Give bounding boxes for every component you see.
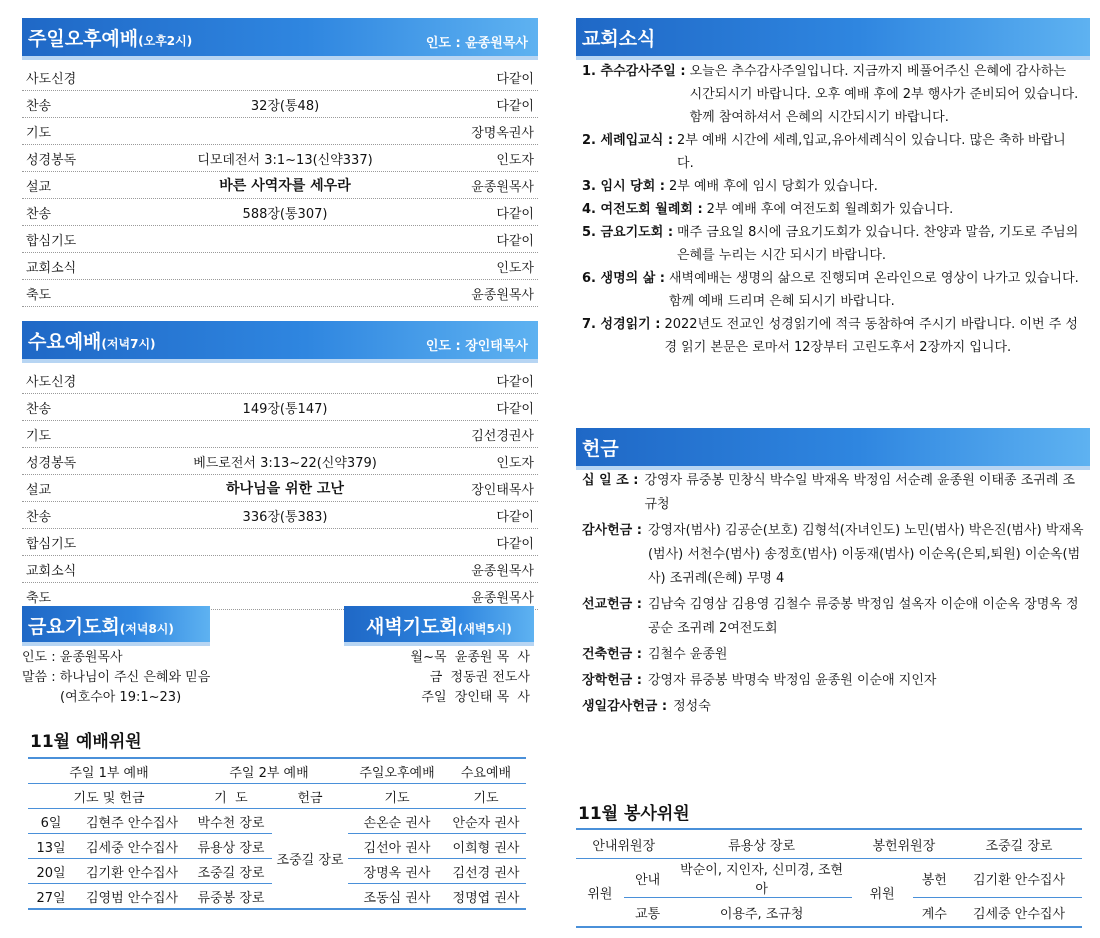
order-person: 다같이: [496, 71, 534, 87]
offering-list: [582, 469, 1086, 721]
news-text: 2부 예배 후에 임시 당회가 있습니다.: [669, 179, 878, 194]
duty-sub-header: 기 도: [190, 784, 272, 809]
duty-cell: 김현주 안수집사: [74, 809, 190, 834]
duty-col-2nd: 주일 2부 예배: [190, 758, 348, 784]
service-offer-head-name: 조중길 장로: [956, 829, 1082, 859]
duty-sub-header: 기도 및 헌금: [28, 784, 190, 809]
duty-cell: 김영범 안수집사: [74, 884, 190, 910]
duty-sub-header: 기도: [348, 784, 446, 809]
order-person: 다같이: [496, 233, 534, 249]
order-row: [22, 529, 538, 556]
order-person: 다같이: [496, 509, 534, 525]
order-item: 사도신경: [26, 374, 77, 390]
service-guide-label: 안내: [624, 859, 672, 898]
duty-sub-header: 기도: [446, 784, 526, 809]
service-guide-names: 박순이, 지인자, 신미경, 조현아: [672, 859, 852, 898]
service-offer-head-label: 봉헌위원장: [852, 829, 956, 859]
offering-text: 강영자 류중봉 박명숙 박정임 윤종원 이순애 지인자: [647, 673, 937, 688]
order-content: 디모데전서 3:1~13(신약337): [197, 152, 373, 168]
duty-title: 11월 예배위원: [30, 732, 142, 752]
duty-cell: 류용상 장로: [190, 834, 272, 859]
order-item: 찬송: [26, 98, 52, 114]
offering-item: [582, 695, 1086, 719]
header-underline: [22, 56, 538, 60]
order-row: [22, 226, 538, 253]
news-text: 매주 금요일 8시에 금요기도회가 있습니다. 찬양과 말씀, 기도로 주님의 은혜를 누리는 시간 되시기 바랍니다.: [677, 225, 1079, 263]
news-label: 6. 생명의 삶 :: [582, 271, 665, 286]
order-content: 588장(통307): [242, 206, 328, 222]
order-item: 합심기도: [26, 536, 77, 552]
order-item: 축도: [26, 287, 52, 303]
news-label: 2. 세례입교식 :: [582, 133, 674, 148]
offering-label: 감사헌금 :: [582, 523, 642, 538]
duty-cell: 이희형 권사: [446, 834, 526, 859]
order-person: 인도자: [496, 260, 534, 276]
order-person: 김선경권사: [471, 428, 534, 444]
order-item: 기도: [26, 428, 52, 444]
wednesday-time: (저녁7시): [101, 337, 156, 351]
sunday-header: [22, 18, 538, 56]
offering-text: 김철수 윤종원: [647, 647, 728, 662]
duty-cell: 김선경 권사: [446, 859, 526, 884]
wednesday-order-list: [22, 367, 538, 610]
order-person: 윤종원목사: [471, 179, 534, 195]
dawn-line: 월~목 윤종원 목 사: [410, 650, 530, 665]
order-person: 윤종원목사: [471, 563, 534, 579]
order-row: [22, 91, 538, 118]
news-label: 3. 임시 당회 :: [582, 179, 665, 194]
order-row: [22, 145, 538, 172]
offering-label: 장학헌금 :: [582, 673, 642, 688]
offering-item: [582, 669, 1086, 693]
duty-cell: 안순자 권사: [446, 809, 526, 834]
order-item: 교회소식: [26, 260, 77, 276]
header-underline: [22, 359, 538, 363]
order-row: [22, 367, 538, 394]
order-row: [22, 253, 538, 280]
news-title: 교회소식: [582, 28, 656, 50]
friday-time: (저녁8시): [119, 622, 174, 636]
news-label: 4. 여전도회 월례회 :: [582, 202, 703, 217]
duty-col-wednesday: 수요예배: [446, 758, 526, 784]
duty-offering-all: 조중길 장로: [272, 809, 348, 910]
news-item: [582, 313, 1082, 359]
duty-cell: 김세중 안수집사: [74, 834, 190, 859]
news-item: [582, 129, 1082, 175]
order-content: 32장(통48): [250, 98, 320, 114]
duty-cell: 류중봉 장로: [190, 884, 272, 910]
order-item: 성경봉독: [26, 455, 77, 471]
offering-header: [576, 428, 1090, 466]
order-item: 교회소식: [26, 563, 77, 579]
order-item: 합심기도: [26, 233, 77, 249]
order-person: 다같이: [496, 98, 534, 114]
order-person: 윤종원목사: [471, 287, 534, 303]
order-content: 336장(통383): [242, 509, 328, 525]
offering-item: [582, 469, 1086, 517]
order-row: [22, 421, 538, 448]
service-member-label: 위원: [852, 859, 913, 928]
sunday-leader: 인도 : 윤종원목사: [425, 36, 528, 51]
order-item: 기도: [26, 125, 52, 141]
service-count-name: 김세중 안수집사: [956, 898, 1082, 928]
wednesday-title: 수요예배: [28, 331, 102, 353]
order-person: 다같이: [496, 206, 534, 222]
order-content: 149장(통147): [242, 401, 328, 417]
offering-item: [582, 643, 1086, 667]
order-item: 찬송: [26, 509, 52, 525]
offering-text: 김남숙 김영삼 김용영 김철수 류중봉 박정임 설옥자 이순애 이순옥 장명옥 정공순 조귀례 2여전도회: [647, 597, 1079, 636]
duty-cell: 손온순 권사: [348, 809, 446, 834]
left-column: [22, 18, 538, 610]
duty-cell: 정명엽 권사: [446, 884, 526, 910]
offering-text: 정성숙: [673, 699, 711, 714]
order-row: [22, 502, 538, 529]
order-person: 다같이: [496, 536, 534, 552]
order-person: 장명옥권사: [471, 125, 534, 141]
order-item: 축도: [26, 590, 52, 606]
dawn-line: 금 정동권 전도사: [429, 670, 530, 685]
order-row: [22, 556, 538, 583]
order-row: [22, 394, 538, 421]
friday-header: [22, 606, 210, 642]
order-item: 성경봉독: [26, 152, 77, 168]
service-traffic-label: 교통: [624, 898, 672, 928]
order-item: 사도신경: [26, 71, 77, 87]
service-guide-head-name: 류용상 장로: [672, 829, 852, 859]
service-member-label: 위원: [576, 859, 624, 928]
order-person: 다같이: [496, 374, 534, 390]
order-content: 베드로전서 3:13~22(신약379): [193, 455, 377, 471]
offering-label: 십 일 조 :: [582, 473, 639, 488]
news-text: 2부 예배 시간에 세례,입교,유아세례식이 있습니다. 많은 축하 바랍니다.: [677, 133, 1066, 171]
news-text: 새벽예배는 생명의 삶으로 진행되며 온라인으로 영상이 나가고 있습니다. 함께 예배 드리며 은혜 되시기 바랍니다.: [669, 271, 1079, 309]
sermon-title: 하나님을 위한 고난: [226, 481, 344, 497]
news-label: 7. 성경읽기 :: [582, 317, 661, 332]
sunday-time: (오후2시): [138, 34, 193, 48]
news-item: [582, 198, 1082, 221]
news-header: [576, 18, 1090, 56]
news-label: 1. 추수감사주일 :: [582, 64, 686, 79]
duty-cell: 박수천 장로: [190, 809, 272, 834]
order-row: [22, 448, 538, 475]
offering-item: [582, 593, 1086, 641]
order-person: 윤종원목사: [471, 590, 534, 606]
order-item: 설교: [26, 482, 52, 498]
order-row: [22, 280, 538, 307]
friday-word: 말씀 : 하나님이 주신 은혜와 믿음: [22, 670, 211, 685]
order-item: 설교: [26, 179, 52, 195]
order-row: [22, 118, 538, 145]
order-person: 인도자: [496, 455, 534, 471]
duty-day: 27일: [28, 884, 74, 910]
news-item: [582, 175, 1082, 198]
duty-cell: 조중길 장로: [190, 859, 272, 884]
order-row: [22, 64, 538, 91]
news-label: 5. 금요기도회 :: [582, 225, 674, 240]
offering-text: 강영자 류중봉 민창식 박수일 박재옥 박정임 서순례 윤종원 이태종 조귀례 조규청: [644, 473, 1076, 512]
sermon-title: 바른 사역자를 세우라: [219, 178, 351, 194]
news-item: [582, 60, 1082, 129]
duty-cell: 장명옥 권사: [348, 859, 446, 884]
wednesday-leader: 인도 : 장인태목사: [425, 339, 528, 354]
service-offer-name: 김기환 안수집사: [956, 859, 1082, 898]
friday-ref: (여호수아 19:1~23): [60, 690, 182, 705]
order-row: [22, 172, 538, 199]
order-row: [22, 475, 538, 502]
dawn-line: 주일 장인태 목 사: [421, 690, 530, 705]
offering-text: 강영자(범사) 김공순(보호) 김형석(자녀인도) 노민(범사) 박은진(범사) 박재옥(범사) 서천수(범사) 송정호(범사) 이동재(범사) 이순옥(은퇴,퇴원) 이순옥(범사) 조귀례(은혜) 무명 4: [647, 523, 1084, 586]
header-underline: [344, 642, 534, 646]
table-row: [28, 809, 526, 834]
news-list: [582, 60, 1082, 359]
duty-table: [28, 757, 526, 910]
service-guide-head-label: 안내위원장: [576, 829, 672, 859]
news-text: 2022년도 전교인 성경읽기에 적극 동참하여 주시기 바랍니다. 이번 주 성경 읽기 본문은 로마서 12장부터 고린도후서 2장까지 입니다.: [664, 317, 1078, 355]
offering-label: 생일감사헌금 :: [582, 699, 668, 714]
offering-label: 선교헌금 :: [582, 597, 642, 612]
duty-cell: 조동심 권사: [348, 884, 446, 910]
sunday-order-list: [22, 64, 538, 307]
duty-day: 13일: [28, 834, 74, 859]
duty-day: 20일: [28, 859, 74, 884]
order-item: 찬송: [26, 401, 52, 417]
duty-cell: 김기환 안수집사: [74, 859, 190, 884]
news-item: [582, 221, 1082, 267]
sunday-title: 주일오후예배: [28, 28, 139, 50]
news-text: 오늘은 추수감사주일입니다. 지금까지 베풀어주신 은혜에 감사하는 시간되시기 바랍니다. 오후 예배 후에 2부 행사가 준비되어 있습니다. 함께 참여하셔서 은혜의 시간되시기 바랍니다.: [689, 64, 1079, 125]
order-row: [22, 199, 538, 226]
service-offer-label: 봉헌: [913, 859, 956, 898]
wednesday-header: [22, 321, 538, 359]
duty-cell: 김선아 권사: [348, 834, 446, 859]
service-title: 11월 봉사위원: [578, 804, 690, 824]
dawn-header: [344, 606, 534, 642]
order-person: 인도자: [496, 152, 534, 168]
header-underline: [22, 642, 210, 646]
service-traffic-names: 이용주, 조규청: [672, 898, 852, 928]
news-item: [582, 267, 1082, 313]
news-text: 2부 예배 후에 여전도회 월례회가 있습니다.: [706, 202, 954, 217]
duty-sub-header: 헌금: [272, 784, 348, 809]
offering-item: [582, 519, 1086, 591]
order-item: 찬송: [26, 206, 52, 222]
order-person: 장인태목사: [471, 482, 534, 498]
dawn-title: 새벽기도회: [366, 616, 458, 638]
duty-day: 6일: [28, 809, 74, 834]
friday-title: 금요기도회: [28, 616, 120, 638]
dawn-time: (새벽5시): [457, 622, 512, 636]
service-table: [576, 828, 1082, 928]
service-count-label: 계수: [913, 898, 956, 928]
offering-title: 헌금: [582, 438, 619, 460]
friday-leader: 인도 : 윤종원목사: [22, 650, 123, 665]
duty-col-1st: 주일 1부 예배: [28, 758, 190, 784]
duty-col-afternoon: 주일오후예배: [348, 758, 446, 784]
offering-label: 건축헌금 :: [582, 647, 642, 662]
order-person: 다같이: [496, 401, 534, 417]
